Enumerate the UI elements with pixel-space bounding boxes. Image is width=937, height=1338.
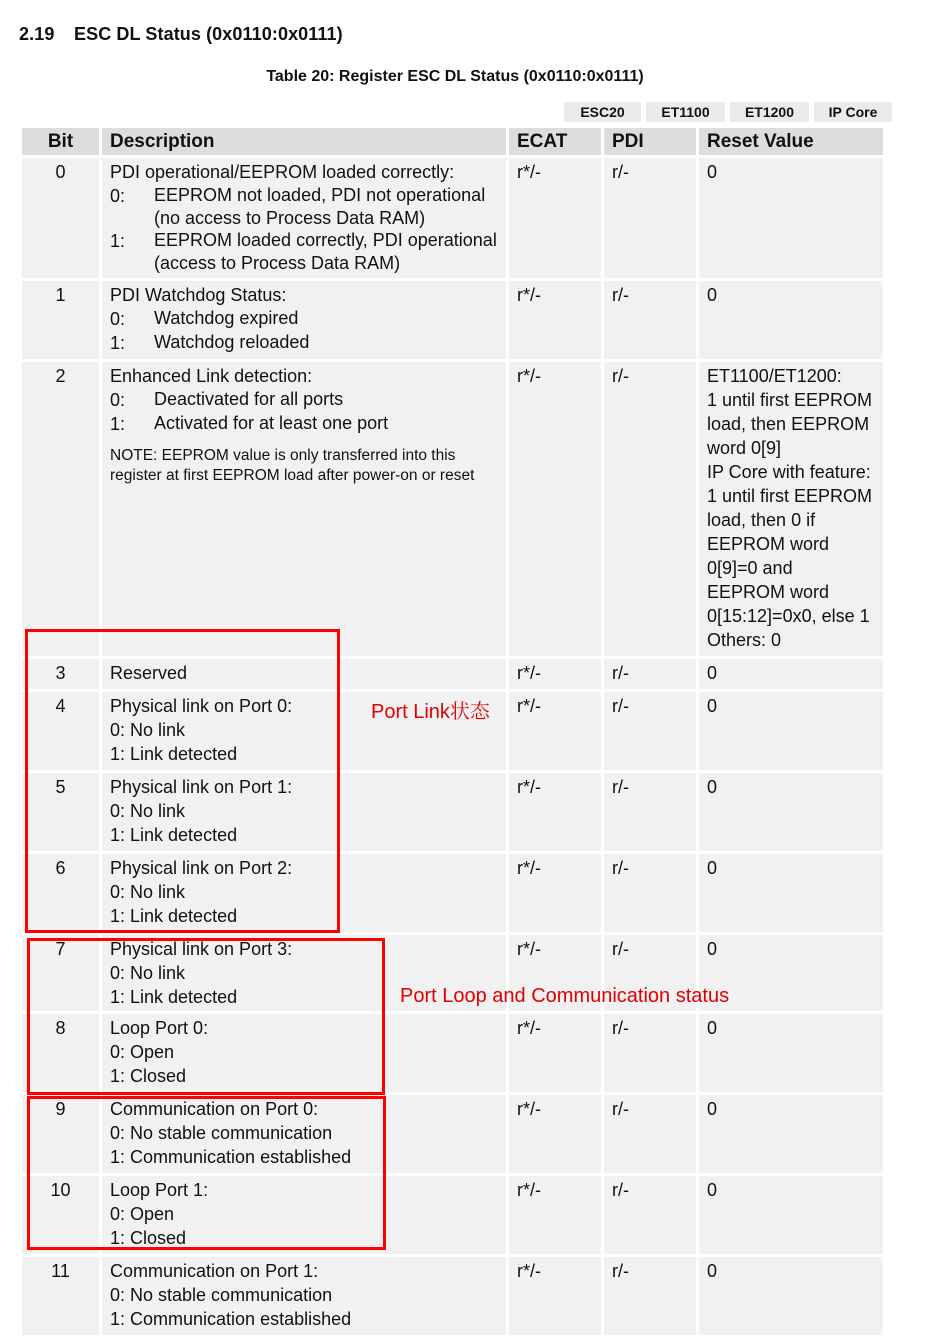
- ecat-cell: r*/-: [509, 1095, 601, 1173]
- option: [110, 412, 498, 436]
- description-line: 1: Closed: [110, 1228, 187, 1248]
- pdi-cell: r/-: [604, 1176, 696, 1254]
- ecat-cell: r*/-: [509, 1257, 601, 1335]
- ecat-cell: r*/-: [509, 158, 601, 278]
- bit-cell: 10: [22, 1176, 99, 1254]
- description-title: Physical link on Port 0:: [110, 696, 293, 716]
- ecat-cell: r*/-: [509, 935, 601, 1011]
- description-line: 0: No stable communication: [110, 1123, 333, 1143]
- reset-cell: [699, 362, 883, 656]
- section-number: 2.19: [19, 24, 55, 44]
- description-cell: [102, 659, 506, 689]
- ecat-cell: r*/-: [509, 281, 601, 359]
- pdi-cell: r/-: [604, 1257, 696, 1335]
- reset-line: IP Core with feature:: [707, 462, 871, 482]
- description-line: 0: No link: [110, 882, 186, 902]
- reset-cell: 0: [699, 281, 883, 359]
- option-key: 0:: [110, 309, 126, 329]
- description-title: Loop Port 0:: [110, 1018, 209, 1038]
- reset-cell: 0: [699, 854, 883, 932]
- pdi-cell: r/-: [604, 659, 696, 689]
- option-value: Deactivated for all ports: [154, 389, 344, 409]
- option: [110, 331, 498, 355]
- bit-cell: 2: [22, 362, 99, 656]
- ecat-cell: r*/-: [509, 1176, 601, 1254]
- section-heading: [19, 24, 343, 45]
- option: [110, 388, 498, 412]
- description-cell: [102, 1014, 506, 1092]
- pdi-cell: r/-: [604, 158, 696, 278]
- note-text: NOTE: EEPROM value is only transferred into this register at first EEPROM load after power-on or reset: [110, 447, 475, 484]
- option: [110, 184, 498, 229]
- reset-line: 1 until first EEPROM load, then EEPROM word 0[9]: [707, 390, 873, 458]
- description-line: 1: Link detected: [110, 825, 238, 845]
- table-row: [22, 659, 883, 689]
- option-value: Watchdog reloaded: [154, 332, 310, 352]
- reset-cell: 0: [699, 659, 883, 689]
- reset-cell: 0: [699, 1257, 883, 1335]
- reset-cell: 0: [699, 1176, 883, 1254]
- pdi-cell: r/-: [604, 773, 696, 851]
- option-value: EEPROM loaded correctly, PDI operational (access to Process Data RAM): [154, 230, 497, 273]
- variant-ip-core: IP Core: [814, 102, 892, 122]
- pdi-cell: r/-: [604, 281, 696, 359]
- option-key: 1:: [110, 333, 126, 353]
- description-line: 0: No link: [110, 963, 186, 983]
- description-title: PDI Watchdog Status:: [110, 285, 287, 305]
- option-key: 1:: [110, 414, 126, 434]
- description-line: 1: Link detected: [110, 906, 238, 926]
- annotation-label-loop-comm: Port Loop and Communication status: [400, 985, 730, 1007]
- description-line: 1: Communication established: [110, 1147, 352, 1167]
- reset-line: Others: 0: [707, 630, 782, 650]
- description-title: Physical link on Port 1:: [110, 777, 293, 797]
- pdi-cell: r/-: [604, 1014, 696, 1092]
- pdi-cell: r/-: [604, 854, 696, 932]
- description-cell: [102, 1095, 506, 1173]
- description-line: 1: Closed: [110, 1066, 187, 1086]
- option: [110, 229, 498, 274]
- table-row: [22, 158, 883, 278]
- pdi-cell: r/-: [604, 935, 696, 1011]
- description-line: 0: Open: [110, 1042, 175, 1062]
- register-table: [19, 125, 886, 1338]
- option-value: Watchdog expired: [154, 308, 299, 328]
- bit-cell: 7: [22, 935, 99, 1011]
- option-value: EEPROM not loaded, PDI not operational (no access to Process Data RAM): [154, 185, 486, 228]
- ecat-cell: r*/-: [509, 854, 601, 932]
- ecat-cell: r*/-: [509, 1014, 601, 1092]
- description-line: 1: Communication established: [110, 1309, 352, 1329]
- header-bit: Bit: [22, 128, 99, 155]
- header-reset: Reset Value: [699, 128, 883, 155]
- ecat-cell: r*/-: [509, 362, 601, 656]
- description-title: Communication on Port 1:: [110, 1261, 319, 1281]
- variant-et1100: ET1100: [646, 102, 725, 122]
- description-cell: [102, 1176, 506, 1254]
- reset-cell: 0: [699, 158, 883, 278]
- ecat-cell: r*/-: [509, 692, 601, 770]
- reset-cell: 0: [699, 935, 883, 1011]
- option-key: 1:: [110, 231, 126, 251]
- reset-cell: 0: [699, 1014, 883, 1092]
- bit-cell: 5: [22, 773, 99, 851]
- description-line: 1: Link detected: [110, 744, 238, 764]
- description-line: 1: Link detected: [110, 987, 238, 1007]
- description-line: 0: No link: [110, 720, 186, 740]
- reset-cell: 0: [699, 1095, 883, 1173]
- bit-cell: 9: [22, 1095, 99, 1173]
- device-variant-tags: [564, 102, 892, 122]
- ecat-cell: r*/-: [509, 659, 601, 689]
- bit-cell: 8: [22, 1014, 99, 1092]
- table-row: [22, 773, 883, 851]
- reset-cell: 0: [699, 773, 883, 851]
- ecat-cell: r*/-: [509, 773, 601, 851]
- option-key: 0:: [110, 390, 126, 410]
- bit-cell: 6: [22, 854, 99, 932]
- description-line: 0: No link: [110, 801, 186, 821]
- reset-line: ET1100/ET1200:: [707, 366, 842, 386]
- bit-cell: 3: [22, 659, 99, 689]
- table-row: [22, 1257, 883, 1335]
- bit-cell: 0: [22, 158, 99, 278]
- option-key: 0:: [110, 186, 126, 206]
- description-cell: [102, 1257, 506, 1335]
- description-cell: [102, 773, 506, 851]
- option-value: Activated for at least one port: [154, 413, 389, 433]
- table-row: [22, 1176, 883, 1254]
- description-line: 0: No stable communication: [110, 1285, 333, 1305]
- variant-et1200: ET1200: [730, 102, 809, 122]
- bit-cell: 4: [22, 692, 99, 770]
- table-row: [22, 281, 883, 359]
- description-title: Loop Port 1:: [110, 1180, 209, 1200]
- pdi-cell: r/-: [604, 362, 696, 656]
- description-cell: [102, 362, 506, 656]
- bit-cell: 11: [22, 1257, 99, 1335]
- table-row: [22, 854, 883, 932]
- description-cell: [102, 158, 506, 278]
- description-title: Physical link on Port 3:: [110, 939, 293, 959]
- pdi-cell: r/-: [604, 692, 696, 770]
- header-pdi: PDI: [604, 128, 696, 155]
- pdi-cell: r/-: [604, 1095, 696, 1173]
- option: [110, 307, 498, 331]
- description-title: Reserved: [110, 663, 188, 683]
- table-caption: Table 20: Register ESC DL Status (0x0110:0x0111): [266, 68, 644, 85]
- bit-cell: 1: [22, 281, 99, 359]
- description-title: PDI operational/EEPROM loaded correctly:: [110, 162, 455, 182]
- reset-line: 1 until first EEPROM load, then 0 if EEPROM word 0[9]=0 and EEPROM word 0[15:12]=0x0, else 1: [707, 486, 873, 626]
- section-title-text: ESC DL Status (0x0110:0x0111): [74, 24, 343, 44]
- table-row: [22, 1014, 883, 1092]
- reset-cell: 0: [699, 692, 883, 770]
- header-description: Description: [102, 128, 506, 155]
- description-title: Physical link on Port 2:: [110, 858, 293, 878]
- annotation-label-port-link: Port Link状态: [371, 701, 490, 723]
- description-title: Communication on Port 0:: [110, 1099, 319, 1119]
- description-cell: [102, 854, 506, 932]
- header-ecat: ECAT: [509, 128, 601, 155]
- table-row: [22, 1095, 883, 1173]
- table-row: [22, 362, 883, 656]
- description-title: Enhanced Link detection:: [110, 366, 313, 386]
- table-header-row: [22, 128, 883, 155]
- description-cell: [102, 281, 506, 359]
- description-line: 0: Open: [110, 1204, 175, 1224]
- variant-esc20: ESC20: [564, 102, 641, 122]
